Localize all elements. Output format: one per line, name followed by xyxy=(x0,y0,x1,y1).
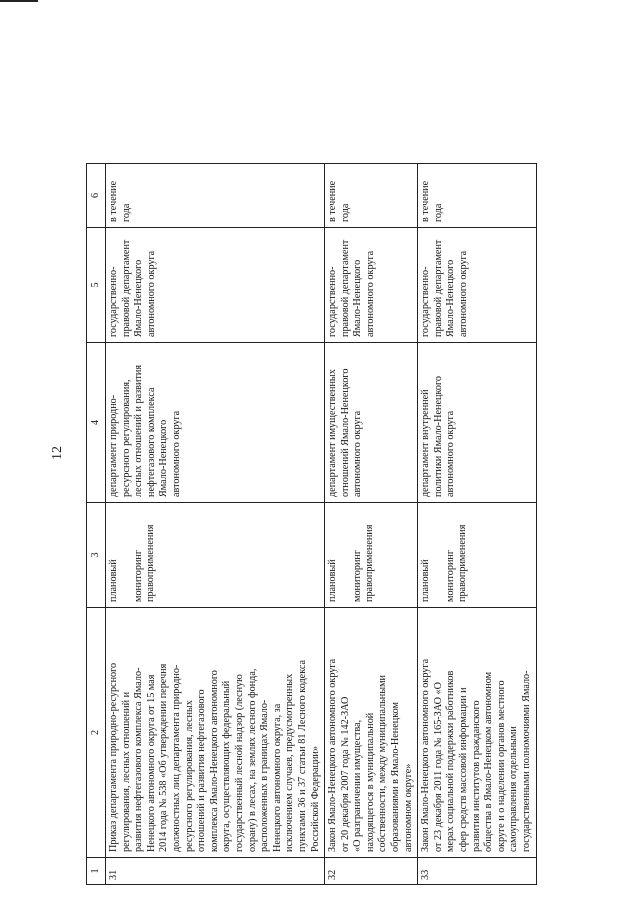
cell-text-line: правоприменения xyxy=(145,524,157,602)
cell-text-line: плановый xyxy=(108,559,119,602)
table-body xyxy=(106,164,537,885)
cell-text-line: правоприменения xyxy=(364,524,376,602)
cell-text-line: департамент имущественных xyxy=(327,369,339,497)
blank-line xyxy=(340,508,352,602)
cell-text-line: от 23 декабря 2011 года № 165-ЗАО «О xyxy=(432,682,444,852)
document-cell xyxy=(325,608,418,858)
cell-text-line: Ямало-Ненецкого xyxy=(133,259,145,337)
cell-text-line: ресурсного регулирования, xyxy=(120,379,132,497)
blank-line xyxy=(433,508,445,602)
responsible-department-cell xyxy=(325,343,418,503)
cell-text-line: в течение xyxy=(327,180,339,222)
cell-text-line: мониторинг xyxy=(351,549,363,602)
row-number-cell: 32 xyxy=(325,858,418,885)
cell-text-line: государственно- xyxy=(108,266,119,337)
cell-text-line: комплекса Ямало-Ненецкого автономного xyxy=(208,670,220,852)
cell-text-line: сфер средств массовой информации и xyxy=(458,687,470,852)
cell-text-line: года xyxy=(120,203,132,222)
cell-text-line: развития нефтегазового комплекса Ямало- xyxy=(133,667,145,852)
cell-text-line: охрану) в лесах, на землях лесного фонда, xyxy=(246,668,258,852)
cell-text-line: правовой департамент xyxy=(120,239,132,337)
cell-text-line: собственности, между муниципальными xyxy=(377,675,389,852)
cell-text-line: Ямало-Ненецкого xyxy=(352,259,364,337)
co-executor-cell xyxy=(325,228,418,343)
cell-text-line: в течение xyxy=(420,180,432,222)
cell-text-line: Ненецкого автономного округа, за xyxy=(271,703,283,852)
cell-text-line: государственно- xyxy=(420,266,432,337)
cell-text-line: отношений и развития нефтегазового xyxy=(196,689,208,852)
co-executor-cell xyxy=(418,228,536,343)
cell-text-line: правоприменения xyxy=(457,524,469,602)
cell-text-line: Приказ департамента природно-ресурсного xyxy=(108,662,119,852)
cell-text-line: регулирования, лесных отношений и xyxy=(120,691,132,852)
responsible-department-cell xyxy=(106,343,325,503)
cell-text-line: правовой департамент xyxy=(339,239,351,337)
cell-text-line: мониторинг xyxy=(444,549,456,602)
cell-text-line: года xyxy=(339,203,351,222)
cell-text-line: департамент внутренней xyxy=(420,389,432,497)
cell-text-line: от 20 декабря 2007 года № 142-ЗАО xyxy=(339,696,351,852)
header-col-6: 6 xyxy=(87,164,106,228)
deadline-cell xyxy=(325,164,418,228)
cell-text-line: «О разграничении имущества, xyxy=(352,719,364,852)
document-cell xyxy=(418,608,536,858)
table-row xyxy=(106,164,325,885)
deadline-cell xyxy=(106,164,325,228)
cell-text-line: образованиями в Ямало-Ненецком xyxy=(390,702,402,852)
cell-text-line: ресурсного регулирования, лесных xyxy=(183,700,195,852)
header-col-4: 4 xyxy=(87,343,106,503)
deadline-cell xyxy=(418,164,536,228)
row-number-cell: 33 xyxy=(418,858,536,885)
cell-text-line: лесных отношений и развития xyxy=(133,364,145,497)
cell-text-line: в течение xyxy=(108,180,119,222)
cell-text-line: автономном округе» xyxy=(402,763,414,852)
cell-text-line: мониторинг xyxy=(132,549,144,602)
responsible-department-cell xyxy=(418,343,536,503)
header-col-5: 5 xyxy=(87,228,106,343)
row-number-cell: 31 xyxy=(106,858,325,885)
cell-text-line: Ямало-Ненецкого xyxy=(445,259,457,337)
cell-text-line: Закон Ямало-Ненецкого автономного округа xyxy=(420,658,432,852)
table-header-row xyxy=(87,164,106,885)
cell-text-line: общества в Ямало-Ненецком автономном xyxy=(483,671,495,852)
cell-text-line: плановый xyxy=(420,559,432,602)
cell-text-line: департамент природно- xyxy=(108,394,119,497)
cell-text-line: мерах социальной поддержки работников xyxy=(445,670,457,852)
cell-text-line: автономного округа xyxy=(458,250,470,337)
monitoring-plan-table xyxy=(86,163,537,885)
cell-text-line: года xyxy=(432,203,444,222)
cell-text-line: плановый xyxy=(327,559,339,602)
cell-text-line: нефтегазового комплекса xyxy=(145,387,157,497)
monitoring-type-cell xyxy=(325,503,418,608)
cell-text-line: автономного округа xyxy=(170,410,182,497)
cell-text-line: находящегося в муниципальной xyxy=(364,712,376,852)
cell-text-line: округе и о наделении органов местного xyxy=(495,680,507,852)
cell-text-line: развития институтов гражданского xyxy=(470,700,482,852)
cell-text-line: округа, осуществляющих федеральный xyxy=(221,680,233,852)
header-col-3: 3 xyxy=(87,503,106,608)
cell-text-line: автономного округа xyxy=(145,250,157,337)
table-row xyxy=(325,164,418,885)
cell-text-line: правовой департамент xyxy=(432,239,444,337)
cell-text-line: Российской Федерации» xyxy=(309,746,321,852)
header-col-2: 2 xyxy=(87,608,106,858)
header-col-1: 1 xyxy=(87,858,106,885)
monitoring-type-cell xyxy=(418,503,536,608)
table-row xyxy=(418,164,536,885)
co-executor-cell xyxy=(106,228,325,343)
cell-text-line: государственный лесной надзор (лесную xyxy=(233,674,245,852)
cell-text-line: государственными полномочиями Ямало- xyxy=(521,670,532,852)
cell-text-line: Закон Ямало-Ненецкого автономного округа xyxy=(327,658,339,852)
cell-text-line: политики Ямало-Ненецкого xyxy=(432,375,444,497)
document-cell xyxy=(106,608,325,858)
cell-text-line: должностных лиц департамента природно- xyxy=(170,664,182,852)
cell-text-line: отношений Ямало-Ненецкого xyxy=(339,368,351,497)
cell-text-line: автономного округа xyxy=(445,410,457,497)
cell-text-line: государственно- xyxy=(327,266,339,337)
cell-text-line: 2014 года № 538 «Об утверждении перечня xyxy=(158,663,170,852)
cell-text-line: Ненецкого автономного округа от 15 мая xyxy=(145,674,157,852)
cell-text-line: автономного округа xyxy=(352,410,364,497)
cell-text-line: Ямало-Ненецкого xyxy=(158,419,170,497)
cell-text-line: самоуправления отдельными xyxy=(508,726,520,852)
cell-text-line: расположенных в границах Ямало- xyxy=(259,699,271,852)
monitoring-type-cell xyxy=(106,503,325,608)
page-number: 12 xyxy=(50,446,65,460)
blank-line xyxy=(121,508,133,602)
cell-text-line: пунктами 36 и 37 статьи 81 Лесного кодекса xyxy=(296,659,308,852)
cell-text-line: автономного округа xyxy=(364,250,376,337)
cell-text-line: исключением случаев, предусмотренных xyxy=(284,673,296,852)
